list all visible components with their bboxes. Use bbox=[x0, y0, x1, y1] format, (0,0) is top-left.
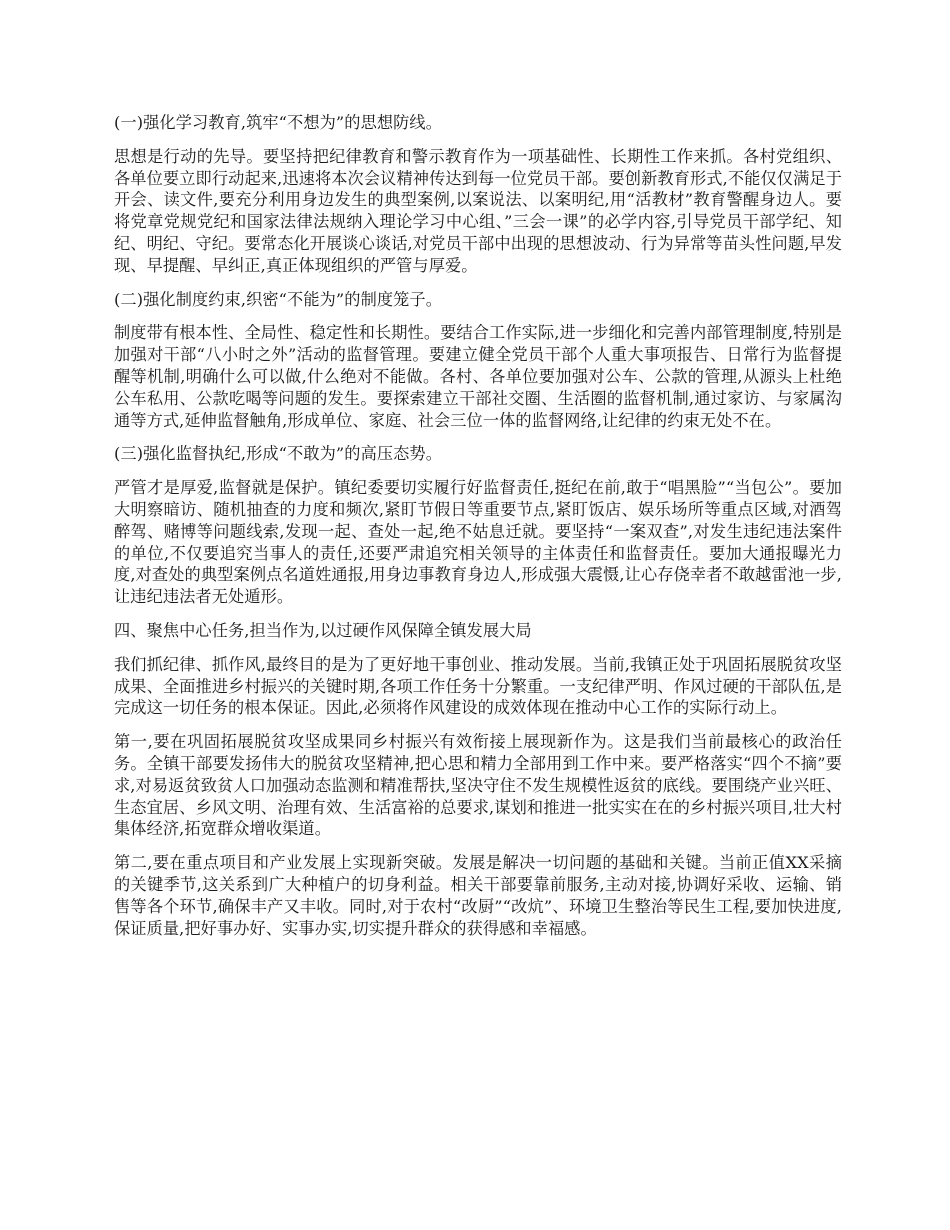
section-heading-2: (二)强化制度约束,织密“不能为”的制度笼子。 bbox=[114, 289, 443, 309]
paragraph-3: 严管才是厚爱,监督就是保护。镇纪委要切实履行好监督责任,挺纪在前,敢于“唱黑脸”“当包公”。要加大明察暗访、随机抽查的力度和频次,紧盯节假日等重要节点,紧盯饭店、娱乐场所等重点区域,对酒驾醉驾、赌博等问题线索,发现一起、查处一起,绝不姑息迁就。要坚持“一案双查”,对发生违纪违法案件的单位,不仅要追究当事人的责任,还要严肃追究相关领导的主体责任和监督责任。要加大通报曝光力度,对查处的典型案例点名道姓通报,用身边事教育身边人,形成强大震慑,让心存侥幸者不敢越雷池一步,让违纪违法者无处遁形。 bbox=[114, 478, 842, 607]
section-heading-1: (一)强化学习教育,筑牢“不想为”的思想防线。 bbox=[114, 113, 443, 132]
paragraph-5: 第一,要在巩固拓展脱贫攻坚成果同乡村振兴有效衔接上展现新作为。这是我们当前最核心的政治任务。全镇干部要发扬伟大的脱贫攻坚精神,把心思和精力全部用到工作中来。要严格落实“四个不摘”要求,对易返贫致贫人口加强动态监测和精准帮扶,坚决守住不发生规模性返贫的底线。要围绕产业兴旺、生态宜居、乡风文明、治理有效、生活富裕的总要求,谋划和推进一批实实在在的乡村振兴项目,壮大村集体经济,拓宽群众增收渠道。 bbox=[114, 732, 842, 839]
section-heading-3: (三)强化监督执纪,形成“不敢为”的高压态势。 bbox=[114, 444, 443, 464]
document-body bbox=[114, 112, 842, 951]
paragraph-2: 制度带有根本性、全局性、稳定性和长期性。要结合工作实际,进一步细化和完善内部管理制度,特别是加强对干部“八小时之外”活动的监督管理。要建立健全党员干部个人重大事项报告、日常行为监督提醒等机制,明确什么可以做,什么绝对不能做。各村、各单位要加强对公车、公款的管理,从源头上杜绝公车私用、公款吃喝等问题的发生。要探索建立干部社交圈、生活圈的监督机制,通过家访、与家属沟通等方式,延伸监督触角,形成单位、家庭、社会三位一体的监督网络,让纪律的约束无处不在。 bbox=[114, 323, 842, 430]
paragraph-4: 我们抓纪律、抓作风,最终目的是为了更好地干事创业、推动发展。当前,我镇正处于巩固拓展脱贫攻坚成果、全面推进乡村振兴的关键时期,各项工作任务十分繁重。一支纪律严明、作风过硬的干部队伍,是完成这一切任务的根本保证。因此,必须将作风建设的成效体现在推动中心工作的实际行动上。 bbox=[114, 654, 842, 718]
paragraph-6: 第二,要在重点项目和产业发展上实现新突破。发展是解决一切问题的基础和关键。当前正值XX采摘的关键季节,这关系到广大种植户的切身利益。相关干部要靠前服务,主动对接,协调好采收、运输、销售等各个环节,确保丰产又丰收。同时,对于农村“改厨”“改炕”、环境卫生整治等民生工程,要加快进度,保证质量,把好事办好、实事办实,切实提升群众的获得感和幸福感。 bbox=[114, 853, 842, 938]
paragraph-1: 思想是行动的先导。要坚持把纪律教育和警示教育作为一项基础性、长期性工作来抓。各村党组织、各单位要立即行动起来,迅速将本次会议精神传达到每一位党员干部。要创新教育形式,不能仅仅满足于开会、读文件,要充分利用身边发生的典型案例,以案说法、以案明纪,用“活教材”教育警醒身边人。要将党章党规党纪和国家法律法规纳入理论学习中心组、”三会一课”的必学内容,引导党员干部学纪、知纪、明纪、守纪。要常态化开展谈心谈话,对党员干部中出现的思想波动、行为异常等苗头性问题,早发现、早提醒、早纠正,真正体现组织的严管与厚爱。 bbox=[114, 146, 842, 275]
section-heading-4: 四、聚焦中心任务,担当作为,以过硬作风保障全镇发展大局 bbox=[114, 620, 532, 640]
